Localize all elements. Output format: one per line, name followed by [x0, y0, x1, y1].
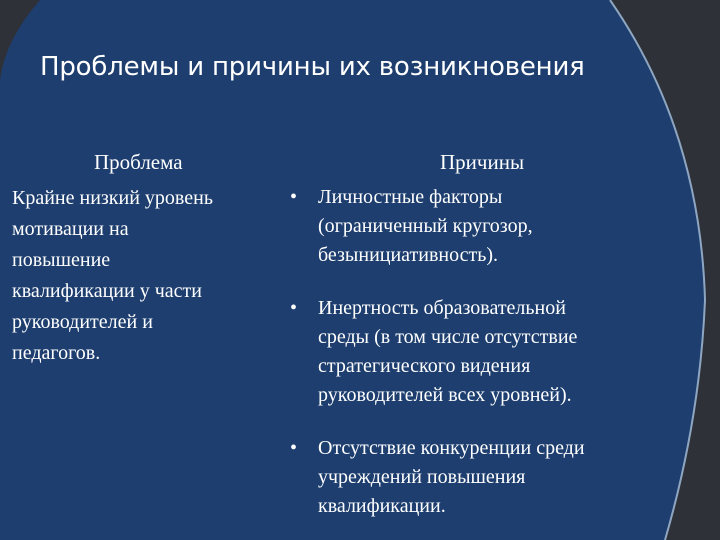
cause-text: Инертность образовательной среды (в том числе отсутствие стратегического видения руководителей всех уровней). [318, 297, 578, 406]
problem-text: Крайне низкий уровень мотивации на повышение квалификации у части руководителей и педагогов. [12, 187, 213, 364]
bullet-icon: • [290, 297, 298, 319]
list-item [288, 183, 708, 270]
causes-column-header: Причины [440, 150, 525, 174]
list-item [288, 434, 708, 521]
cause-text: Личностные факторы (ограниченный кругозор, безынициативность). [318, 186, 533, 266]
problem-column-header: Проблема [94, 150, 183, 174]
cause-text: Отсутствие конкуренции среди учреждений повышения квалификации. [318, 437, 585, 517]
slide-title: Проблемы и причины их возникновения [40, 52, 585, 82]
bullet-icon: • [290, 186, 298, 208]
causes-list [288, 183, 708, 540]
list-item [288, 294, 708, 410]
bullet-icon: • [290, 437, 298, 459]
